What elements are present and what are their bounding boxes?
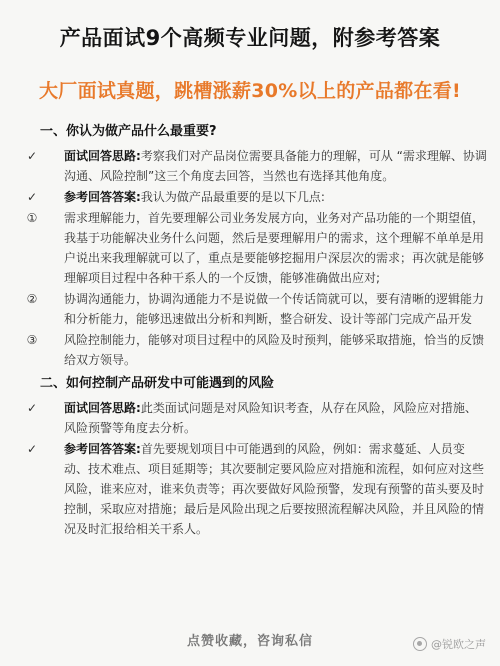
check-icon: ✓: [26, 401, 38, 415]
section-heading: 一、你认为做产品什么最重要?: [40, 124, 217, 139]
number-marker: ②: [26, 292, 38, 306]
section-heading: 二、如何控制产品研发中可能遇到的风险: [40, 376, 275, 391]
check-icon: ✓: [26, 149, 38, 163]
footer-cta: 点赞收藏，咨询私信: [186, 634, 313, 649]
item-label: 参考回答答案:: [64, 190, 141, 204]
item-text: 协调沟通能力，协调沟通能力不是说做一个传话筒就可以，要有清晰的逻辑能力和分析能力，能够迅速做出分析和判断，整合研发、设计等部门完成产品开发: [64, 292, 485, 326]
item-text: 我认为做产品最重要的是以下几点:: [140, 190, 325, 204]
item-text: 考察我们对产品岗位需要具备能力的理解，可从 “需求理解、协调沟通、风险控制”这三个角度去回答，当然也有选择其他角度。: [64, 149, 487, 183]
page-title: 产品面试9个高频专业问题，附参考答案: [59, 26, 441, 50]
item-text: 首先要规划项目中可能遇到的风险，例如：需求蔓延、人员变动、技术难点、项目延期等；其次要制定要风险应对措施和流程，如何应对这些风险，谁来应对，谁来负责等；再次要做好风险预警，发现有预警的苗头要及时控制，采取应对措施；最后是风险出现之后要按照流程解决风险，并且风险的情况及时汇报给相关干系人。: [64, 442, 485, 536]
watermark: [413, 636, 486, 652]
check-icon: ✓: [26, 442, 38, 456]
list-item: [18, 398, 488, 438]
watermark-text: @锐欧之声: [431, 638, 486, 651]
number-marker: ③: [26, 333, 38, 347]
item-label: 面试回答思路:: [64, 401, 141, 415]
list-item: [18, 439, 488, 539]
article-body: [18, 122, 488, 540]
item-text: 需求理解能力，首先要理解公司业务发展方向，业务对产品功能的一个期望值，我基于功能解决业务什么问题，然后是要理解用户的需求，这个理解不单单是用户说出来我理解就可以了，重点是要能够挖掘用户深层次的需求；再次就是能够理解项目过程中各种干系人的一个反馈，能够准确做出应对;: [64, 211, 485, 285]
author-logo-icon: [413, 637, 427, 651]
list-item: [18, 330, 488, 370]
list-item: [18, 289, 488, 329]
list-item: [18, 187, 488, 207]
item-label: 面试回答思路:: [64, 149, 141, 163]
list-item: [18, 146, 488, 186]
item-text: 风险控制能力，能够对项目过程中的风险及时预判，能够采取措施，恰当的反馈给双方领导。: [64, 333, 485, 367]
check-icon: ✓: [26, 190, 38, 204]
number-marker: ①: [26, 211, 38, 225]
item-label: 参考回答答案:: [64, 442, 141, 456]
item-text: 此类面试问题是对风险知识考查，从存在风险，风险应对措施、风险预警等角度去分析。: [64, 401, 477, 435]
page-subtitle: 大厂面试真题，跳槽涨薪30%以上的产品都在看!: [38, 80, 462, 102]
list-item: [18, 208, 488, 288]
